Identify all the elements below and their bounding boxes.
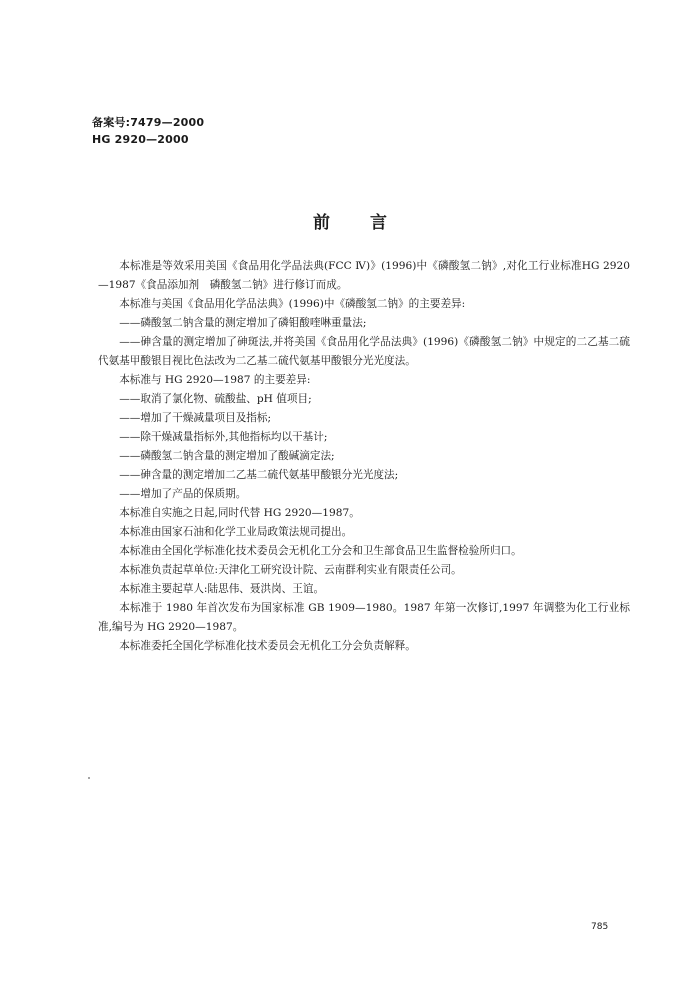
paragraph: 本标准与 HG 2920—1987 的主要差异: xyxy=(119,374,311,386)
paragraph: 本标准是等效采用美国《食品用化学品法典(FCC Ⅳ)》(1996)中《磷酸氢二钠》,对化工行业标准HG 2920—1987《食品添加剂 磷酸氢二钠》进行修订而成。 xyxy=(98,260,630,291)
paragraph: ——增加了干燥减量项目及指标; xyxy=(119,412,272,424)
paragraph: ——磷酸氢二钠含量的测定增加了酸碱滴定法; xyxy=(119,450,335,462)
document-header xyxy=(92,114,204,148)
paragraph: 本标准主要起草人:陆思伟、聂洪岗、王谊。 xyxy=(119,583,325,595)
paragraph: 本标准由国家石油和化学工业局政策法规司提出。 xyxy=(119,526,353,538)
paragraph: 本标准自实施之日起,同时代替 HG 2920—1987。 xyxy=(119,507,360,519)
filing-number: 备案号:7479—2000 xyxy=(92,116,205,129)
page-number: 785 xyxy=(591,922,609,932)
standard-code: HG 2920—2000 xyxy=(92,133,189,146)
paragraph: ——砷含量的测定增加了砷斑法,并将美国《食品用化学品法典》(1996)《磷酸氢二钠》中规定的二乙基二硫代氨基甲酸银目视比色法改为二乙基二硫代氨基甲酸银分光光度法。 xyxy=(98,336,630,367)
paragraph: 本标准与美国《食品用化学品法典》(1996)中《磷酸氢二钠》的主要差异: xyxy=(119,298,466,310)
paragraph: ——砷含量的测定增加二乙基二硫代氨基甲酸银分光光度法; xyxy=(119,469,399,481)
paragraph: ——除干燥减量指标外,其他指标均以干基计; xyxy=(119,431,328,443)
paragraph: 本标准于 1980 年首次发布为国家标准 GB 1909—1980。1987 年第一次修订,1997 年调整为化工行业标准,编号为 HG 2920—1987。 xyxy=(98,602,630,633)
paragraph: 本标准由全国化学标准化技术委员会无机化工分会和卫生部食品卫生监督检验所归口。 xyxy=(119,545,522,557)
paragraph: ——增加了产品的保质期。 xyxy=(119,488,247,500)
foreword-body xyxy=(98,257,630,656)
scan-speck xyxy=(88,777,90,779)
page-title: 前言 xyxy=(313,213,427,233)
paragraph: 本标准负责起草单位:天津化工研究设计院、云南群利实业有限责任公司。 xyxy=(119,564,462,576)
paragraph: ——磷酸氢二钠含量的测定增加了磷钼酸喹啉重量法; xyxy=(119,317,367,329)
paragraph: 本标准委托全国化学标准化技术委员会无机化工分会负责解释。 xyxy=(119,640,416,652)
paragraph: ——取消了氯化物、硫酸盐、pH 值项目; xyxy=(119,393,312,405)
